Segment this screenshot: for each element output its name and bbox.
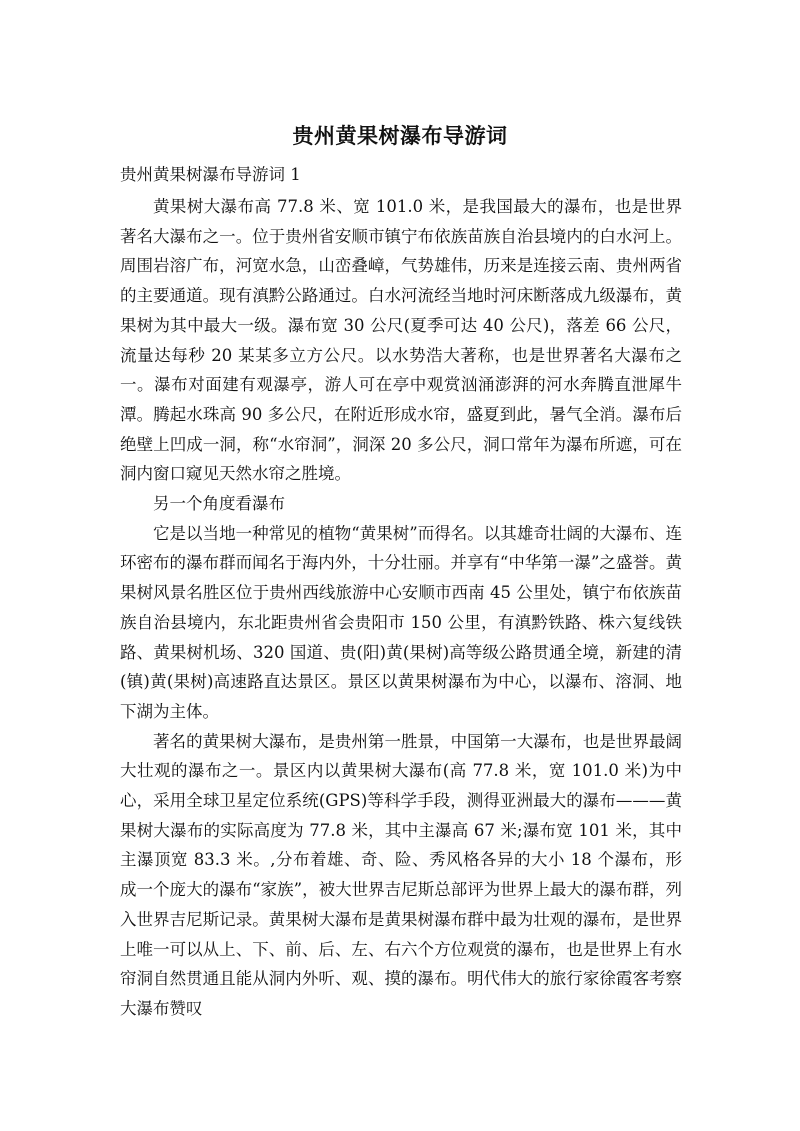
paragraph-intro: 黄果树大瀑布高 77.8 米、宽 101.0 米，是我国最大的瀑布，也是世界著名大瀑布之一。位于贵州省安顺市镇宁布依族苗族自治县境内的白水河上。周围岩溶广布，河宽水急，山峦叠嶂，气势雄伟，历来是连接云南、贵州两省的主要通道。现有滇黔公路通过。白水河流经当地时河床断落成九级瀑布，黄果树为其中最大一级。瀑布宽 30 公尺(夏季可达 40 公尺)，落差 66 公尺，流量达每秒 20 某某多立方公尺。以水势浩大著称，也是世界著名大瀑布之一。瀑布对面建有观瀑亭，游人可在亭中观赏汹涌澎湃的河水奔腾直泄犀牛潭。腾起水珠高 90 多公尺，在附近形成水帘，盛夏到此，暑气全消。瀑布后绝壁上凹成一洞，称“水帘洞”，洞深 20 多公尺，洞口常年为瀑布所遮，可在洞内窗口窥见天然水帘之胜境。	[120, 197, 682, 484]
document-title: 贵州黄果树瀑布导游词	[292, 123, 508, 148]
paragraph-heading: 另一个角度看瀑布	[153, 494, 285, 514]
paragraph-origin: 它是以当地一种常见的植物“黄果树”而得名。以其雄奇壮阔的大瀑布、连环密布的瀑布群而闻名于海内外，十分壮丽。并享有“中华第一瀑”之盛誉。黄果树风景名胜区位于贵州西线旅游中心安顺市西南 45 公里处，镇宁布依族苗族自治县境内，东北距贵州省会贵阳市 150 公里，有滇黔铁路、株六复线铁路、黄果树机场、320 国道、贵(阳)黄(果树)高等级公路贯通全境，新建的清(镇)黄(果树)高速路直达景区。景区以黄果树瀑布为中心，以瀑布、溶洞、地下湖为主体。	[120, 523, 682, 721]
document-body	[120, 192, 682, 1024]
paragraph-famous-waterfall: 著名的黄果树大瀑布，是贵州第一胜景，中国第一大瀑布，也是世界最阔大壮观的瀑布之一。景区内以黄果树大瀑布(高 77.8 米，宽 101.0 米)为中心，采用全球卫星定位系统(GPS)等科学手段，测得亚洲最大的瀑布———黄果树大瀑布的实际高度为 77.8 米，其中主瀑高 67 米;瀑布宽 101 米，其中主瀑顶宽 83.3 米。,分布着雄、奇、险、秀风格各异的大小 18 个瀑布，形成一个庞大的瀑布“家族”，被大世界吉尼斯总部评为世界上最大的瀑布群，列入世界吉尼斯记录。黄果树大瀑布是黄果树瀑布群中最为壮观的瀑布，是世界上唯一可以从上、下、前、后、左、右六个方位观赏的瀑布，也是世界上有水帘洞自然贯通且能从洞内外听、观、摸的瀑布。明代伟大的旅行家徐霞客考察大瀑布赞叹	[120, 731, 682, 1018]
document-subtitle: 贵州黄果树瀑布导游词 1	[120, 165, 301, 184]
